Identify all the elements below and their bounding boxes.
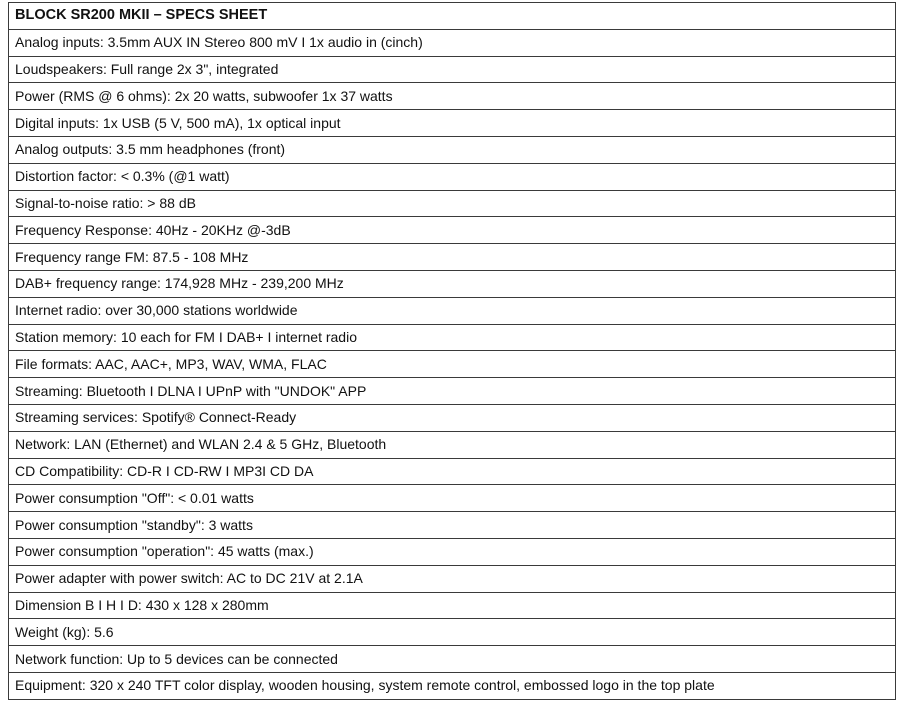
- table-row: [9, 538, 896, 565]
- table-row: [9, 324, 896, 351]
- spec-power-operation: Power consumption "operation": 45 watts (max.): [9, 538, 896, 565]
- spec-analog-outputs: Analog outputs: 3.5 mm headphones (front): [9, 136, 896, 163]
- table-row: [9, 512, 896, 539]
- spec-frequency-response: Frequency Response: 40Hz - 20KHz @-3dB: [9, 217, 896, 244]
- spec-frequency-range-fm: Frequency range FM: 87.5 - 108 MHz: [9, 244, 896, 271]
- sheet-title: BLOCK SR200 MKII – SPECS SHEET: [9, 3, 896, 30]
- table-row: [9, 270, 896, 297]
- spec-weight: Weight (kg): 5.6: [9, 619, 896, 646]
- table-row: [9, 136, 896, 163]
- table-row: [9, 56, 896, 83]
- table-row: [9, 83, 896, 110]
- spec-cd-compatibility: CD Compatibility: CD-R I CD-RW I MP3I CD DA: [9, 458, 896, 485]
- table-row: [9, 672, 896, 699]
- table-row: [9, 29, 896, 56]
- table-row: [9, 565, 896, 592]
- spec-power-standby: Power consumption "standby": 3 watts: [9, 512, 896, 539]
- spec-power-rms: Power (RMS @ 6 ohms): 2x 20 watts, subwoofer 1x 37 watts: [9, 83, 896, 110]
- spec-network-function: Network function: Up to 5 devices can be connected: [9, 646, 896, 673]
- spec-station-memory: Station memory: 10 each for FM I DAB+ I internet radio: [9, 324, 896, 351]
- spec-analog-inputs: Analog inputs: 3.5mm AUX IN Stereo 800 mV I 1x audio in (cinch): [9, 29, 896, 56]
- table-row: [9, 217, 896, 244]
- spec-dimension: Dimension B I H I D: 430 x 128 x 280mm: [9, 592, 896, 619]
- table-row: [9, 297, 896, 324]
- table-row: [9, 485, 896, 512]
- spec-power-adapter: Power adapter with power switch: AC to DC 21V at 2.1A: [9, 565, 896, 592]
- spec-streaming-services: Streaming services: Spotify® Connect-Ready: [9, 404, 896, 431]
- spec-dab-frequency-range: DAB+ frequency range: 174,928 MHz - 239,200 MHz: [9, 270, 896, 297]
- table-row: [9, 378, 896, 405]
- table-row: [9, 619, 896, 646]
- spec-streaming: Streaming: Bluetooth I DLNA I UPnP with "UNDOK" APP: [9, 378, 896, 405]
- table-row: [9, 244, 896, 271]
- spec-digital-inputs: Digital inputs: 1x USB (5 V, 500 mA), 1x optical input: [9, 110, 896, 137]
- spec-network: Network: LAN (Ethernet) and WLAN 2.4 & 5 GHz, Bluetooth: [9, 431, 896, 458]
- table-row: [9, 190, 896, 217]
- table-header-row: [9, 3, 896, 30]
- table-row: [9, 404, 896, 431]
- spec-equipment: Equipment: 320 x 240 TFT color display, wooden housing, system remote control, embossed logo in the top plate: [9, 672, 896, 699]
- table-row: [9, 458, 896, 485]
- spec-signal-to-noise: Signal-to-noise ratio: > 88 dB: [9, 190, 896, 217]
- table-row: [9, 431, 896, 458]
- spec-distortion-factor: Distortion factor: < 0.3% (@1 watt): [9, 163, 896, 190]
- table-row: [9, 351, 896, 378]
- spec-file-formats: File formats: AAC, AAC+, MP3, WAV, WMA, FLAC: [9, 351, 896, 378]
- table-row: [9, 110, 896, 137]
- spec-power-off: Power consumption "Off": < 0.01 watts: [9, 485, 896, 512]
- table-row: [9, 592, 896, 619]
- table-row: [9, 646, 896, 673]
- spec-loudspeakers: Loudspeakers: Full range 2x 3", integrated: [9, 56, 896, 83]
- table-row: [9, 163, 896, 190]
- spec-internet-radio: Internet radio: over 30,000 stations worldwide: [9, 297, 896, 324]
- specs-sheet-table: [8, 2, 896, 700]
